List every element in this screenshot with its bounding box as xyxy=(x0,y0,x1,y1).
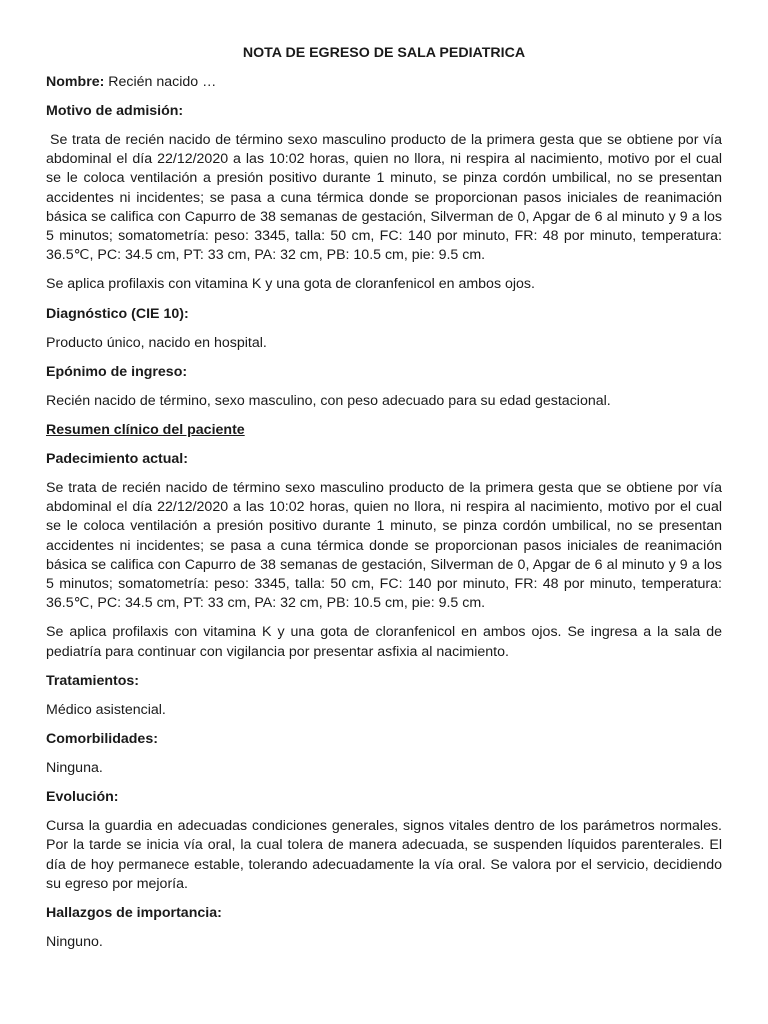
nombre-line xyxy=(46,73,722,92)
evolucion-paragraph: Cursa la guardia en adecuadas condiciones generales, signos vitales dentro de los parámetros normales. Por la tarde se inicia vía oral, la cual tolera de manera adecuada, se suspenden líquidos parenterales. El día de hoy permanece estable, tolerando adecuadamente la vía oral. Se valora por el servicio, decidiendo su egreso por mejoría. xyxy=(46,818,722,892)
tratamientos-heading: Tratamientos: xyxy=(46,672,140,689)
resumen-heading: Resumen clínico del paciente xyxy=(46,422,245,439)
nombre-value: Recién nacido … xyxy=(104,74,217,90)
padecimiento-paragraph: Se trata de recién nacido de término sexo masculino producto de la primera gesta que se obtiene por vía abdominal el día 22/12/2020 a las 10:02 horas, quien no llora, ni respira al nacimiento, motivo por el cual se le coloca ventilación a presión positivo durante 1 minuto, se pinza cordón umbilical, no se presentan accidentes ni incidentes; se pasa a cuna térmica donde se proporcionan pasos iniciales de reanimación básica se califica con Capurro de 38 semanas de gestación, Silverman de 0, Apgar de 6 al minuto y 9 a los 5 minutos; somatometría: peso: 3345, talla: 50 cm, FC: 140 por minuto, FR: 48 por minuto, temperatura: 36.5℃, PC: 34.5 cm, PT: 33 cm, PA: 32 cm, PB: 10.5 cm, pie: 9.5 cm. xyxy=(46,480,722,612)
eponimo-heading: Epónimo de ingreso: xyxy=(46,363,188,380)
motivo-heading: Motivo de admisión: xyxy=(46,103,184,119)
hallazgos-paragraph: Ninguno. xyxy=(46,934,103,951)
nombre-label: Nombre: xyxy=(46,74,105,90)
eponimo-paragraph: Recién nacido de término, sexo masculino, con peso adecuado para su edad gestacional. xyxy=(46,392,611,409)
profilaxis-ingreso-paragraph: Se aplica profilaxis con vitamina K y una gota de cloranfenicol en ambos ojos. Se ingresa a la sala de pediatría para continuar con vigilancia por presentar asfixia al nacimiento. xyxy=(46,624,722,660)
tratamientos-paragraph: Médico asistencial. xyxy=(46,701,166,718)
comorbilidades-paragraph: Ninguna. xyxy=(46,760,103,777)
diagnostico-paragraph: Producto único, nacido en hospital. xyxy=(46,334,267,351)
motivo-paragraph: Se trata de recién nacido de término sexo masculino producto de la primera gesta que se obtiene por vía abdominal el día 22/12/2020 a las 10:02 horas, quien no llora, ni respira al nacimiento, motivo por el cual se le coloca ventilación a presión positivo durante 1 minuto, se pinza cordón umbilical, no se presentan accidentes ni incidentes; se pasa a cuna térmica donde se proporcionan pasos iniciales de reanimación básica se califica con Capurro de 38 semanas de gestación, Silverman de 0, Apgar de 6 al minuto y 9 a los 5 minutos; somatometría: peso: 3345, talla: 50 cm, FC: 140 por minuto, FR: 48 por minuto, temperatura: 36.5℃, PC: 34.5 cm, PT: 33 cm, PA: 32 cm, PB: 10.5 cm, pie: 9.5 cm. xyxy=(46,132,722,264)
comorbilidades-heading: Comorbilidades: xyxy=(46,731,158,748)
diagnostico-heading: Diagnóstico (CIE 10): xyxy=(46,305,189,322)
document-title: NOTA DE EGRESO DE SALA PEDIATRICA xyxy=(242,45,526,61)
padecimiento-heading: Padecimiento actual: xyxy=(46,451,188,468)
hallazgos-heading: Hallazgos de importancia: xyxy=(46,905,222,922)
evolucion-heading: Evolución: xyxy=(46,789,119,806)
profilaxis-paragraph: Se aplica profilaxis con vitamina K y una gota de cloranfenicol en ambos ojos. xyxy=(46,276,535,293)
